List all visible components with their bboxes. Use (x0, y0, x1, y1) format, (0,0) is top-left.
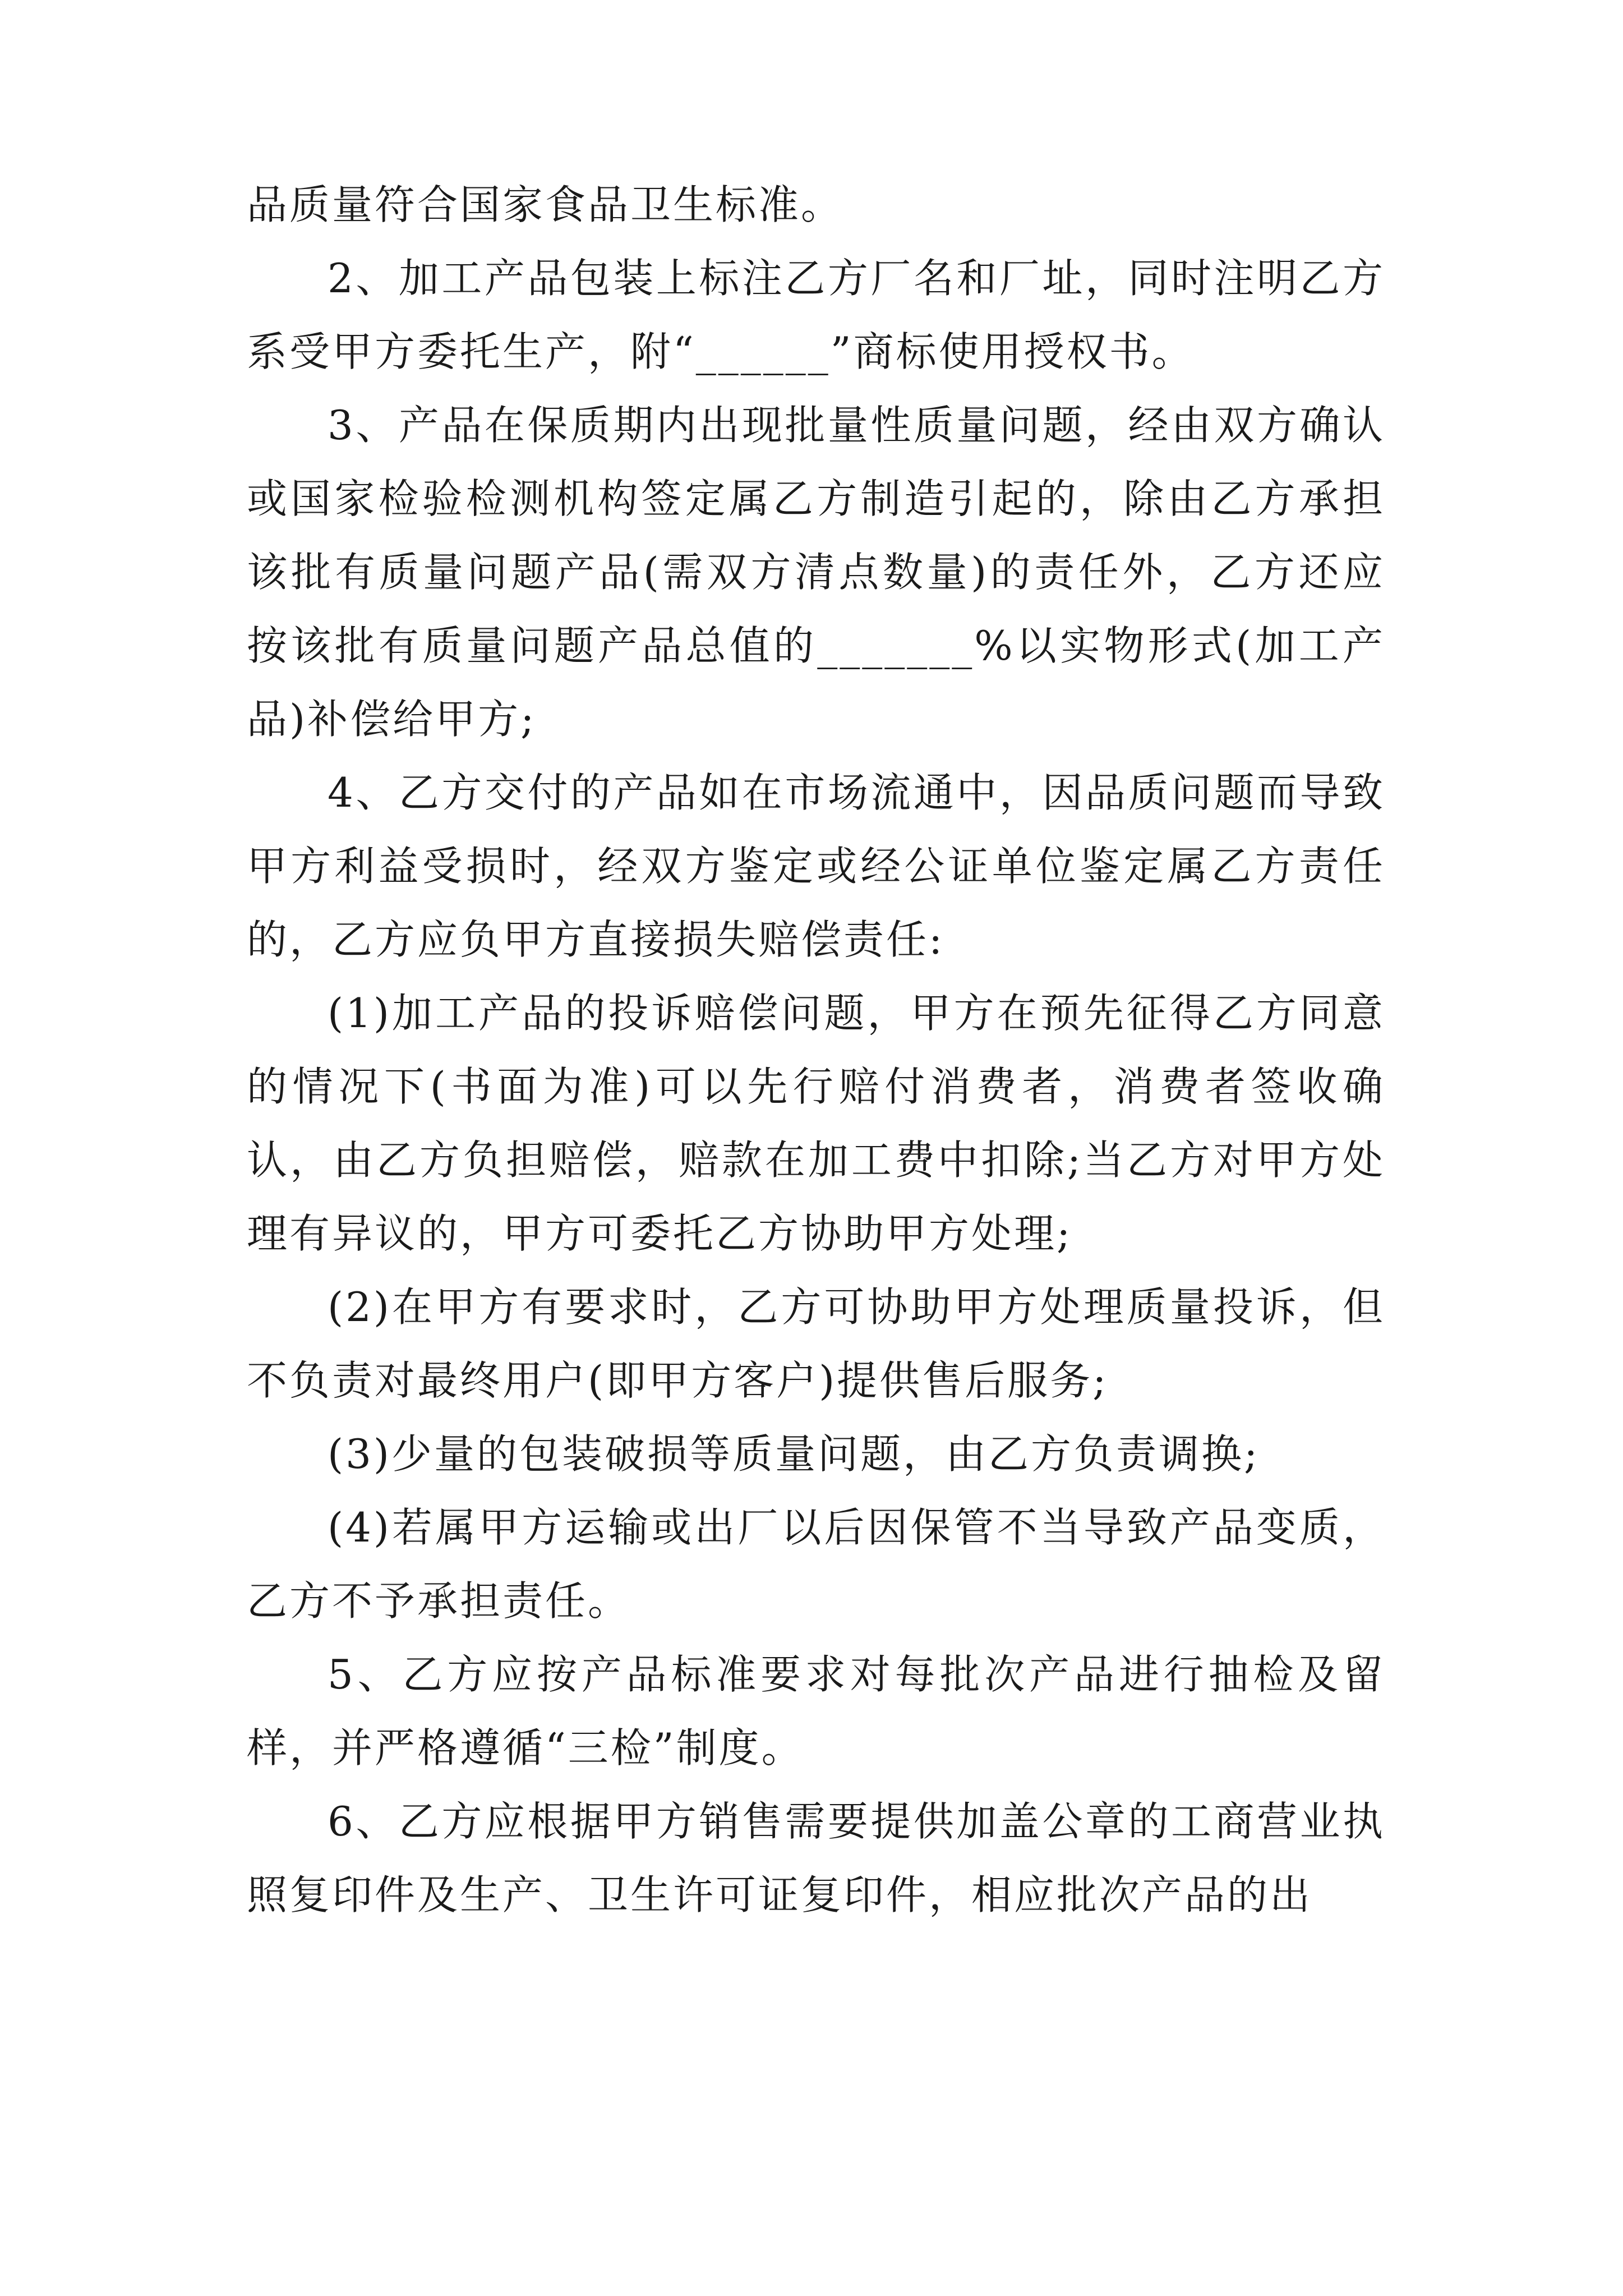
paragraph-5: 5、乙方应按产品标准要求对每批次产品进行抽检及留样，并严格遵循“三检”制度。 (247, 1651, 1385, 1772)
document-page (247, 168, 1385, 1932)
paragraph-4-item-4: (4)若属甲方运输或出厂以后因保管不当导致产品变质，乙方不予承担责任。 (247, 1504, 1385, 1625)
paragraph-4-item-3: (3)少量的包装破损等质量问题，由乙方负责调换; (328, 1430, 1260, 1478)
paragraph-4: 4、乙方交付的产品如在市场流通中，因品质问题而导致甲方利益受损时，经双方鉴定或经公证单位鉴定属乙方责任的，乙方应负甲方直接损失赔偿责任: (247, 769, 1385, 963)
paragraph-4-item-2: (2)在甲方有要求时，乙方可协助甲方处理质量投诉，但不负责对最终用户(即甲方客户)提供售后服务; (247, 1283, 1385, 1404)
paragraph-4-item-1: (1)加工产品的投诉赔偿问题，甲方在预先征得乙方同意的情况下(书面为准)可以先行赔付消费者，消费者签收确认，由乙方负担赔偿，赔款在加工费中扣除;当乙方对甲方处理有异议的，甲方可委托乙方协助甲方处理; (247, 990, 1385, 1257)
paragraph-6: 6、乙方应根据甲方销售需要提供加盖公章的工商营业执照复印件及生产、卫生许可证复印件，相应批次产品的出 (247, 1798, 1385, 1918)
paragraph-2: 2、加工产品包装上标注乙方厂名和厂址，同时注明乙方系受甲方委托生产，附“______”商标使用授权书。 (247, 255, 1385, 375)
paragraph-1: 品质量符合国家食品卫生标准。 (247, 181, 844, 228)
paragraph-3: 3、产品在保质期内出现批量性质量问题，经由双方确认或国家检验检测机构签定属乙方制造引起的，除由乙方承担该批有质量问题产品(需双方清点数量)的责任外，乙方还应按该批有质量问题产品总值的_______%以实物形式(加工产品)补偿给甲方; (247, 402, 1385, 743)
